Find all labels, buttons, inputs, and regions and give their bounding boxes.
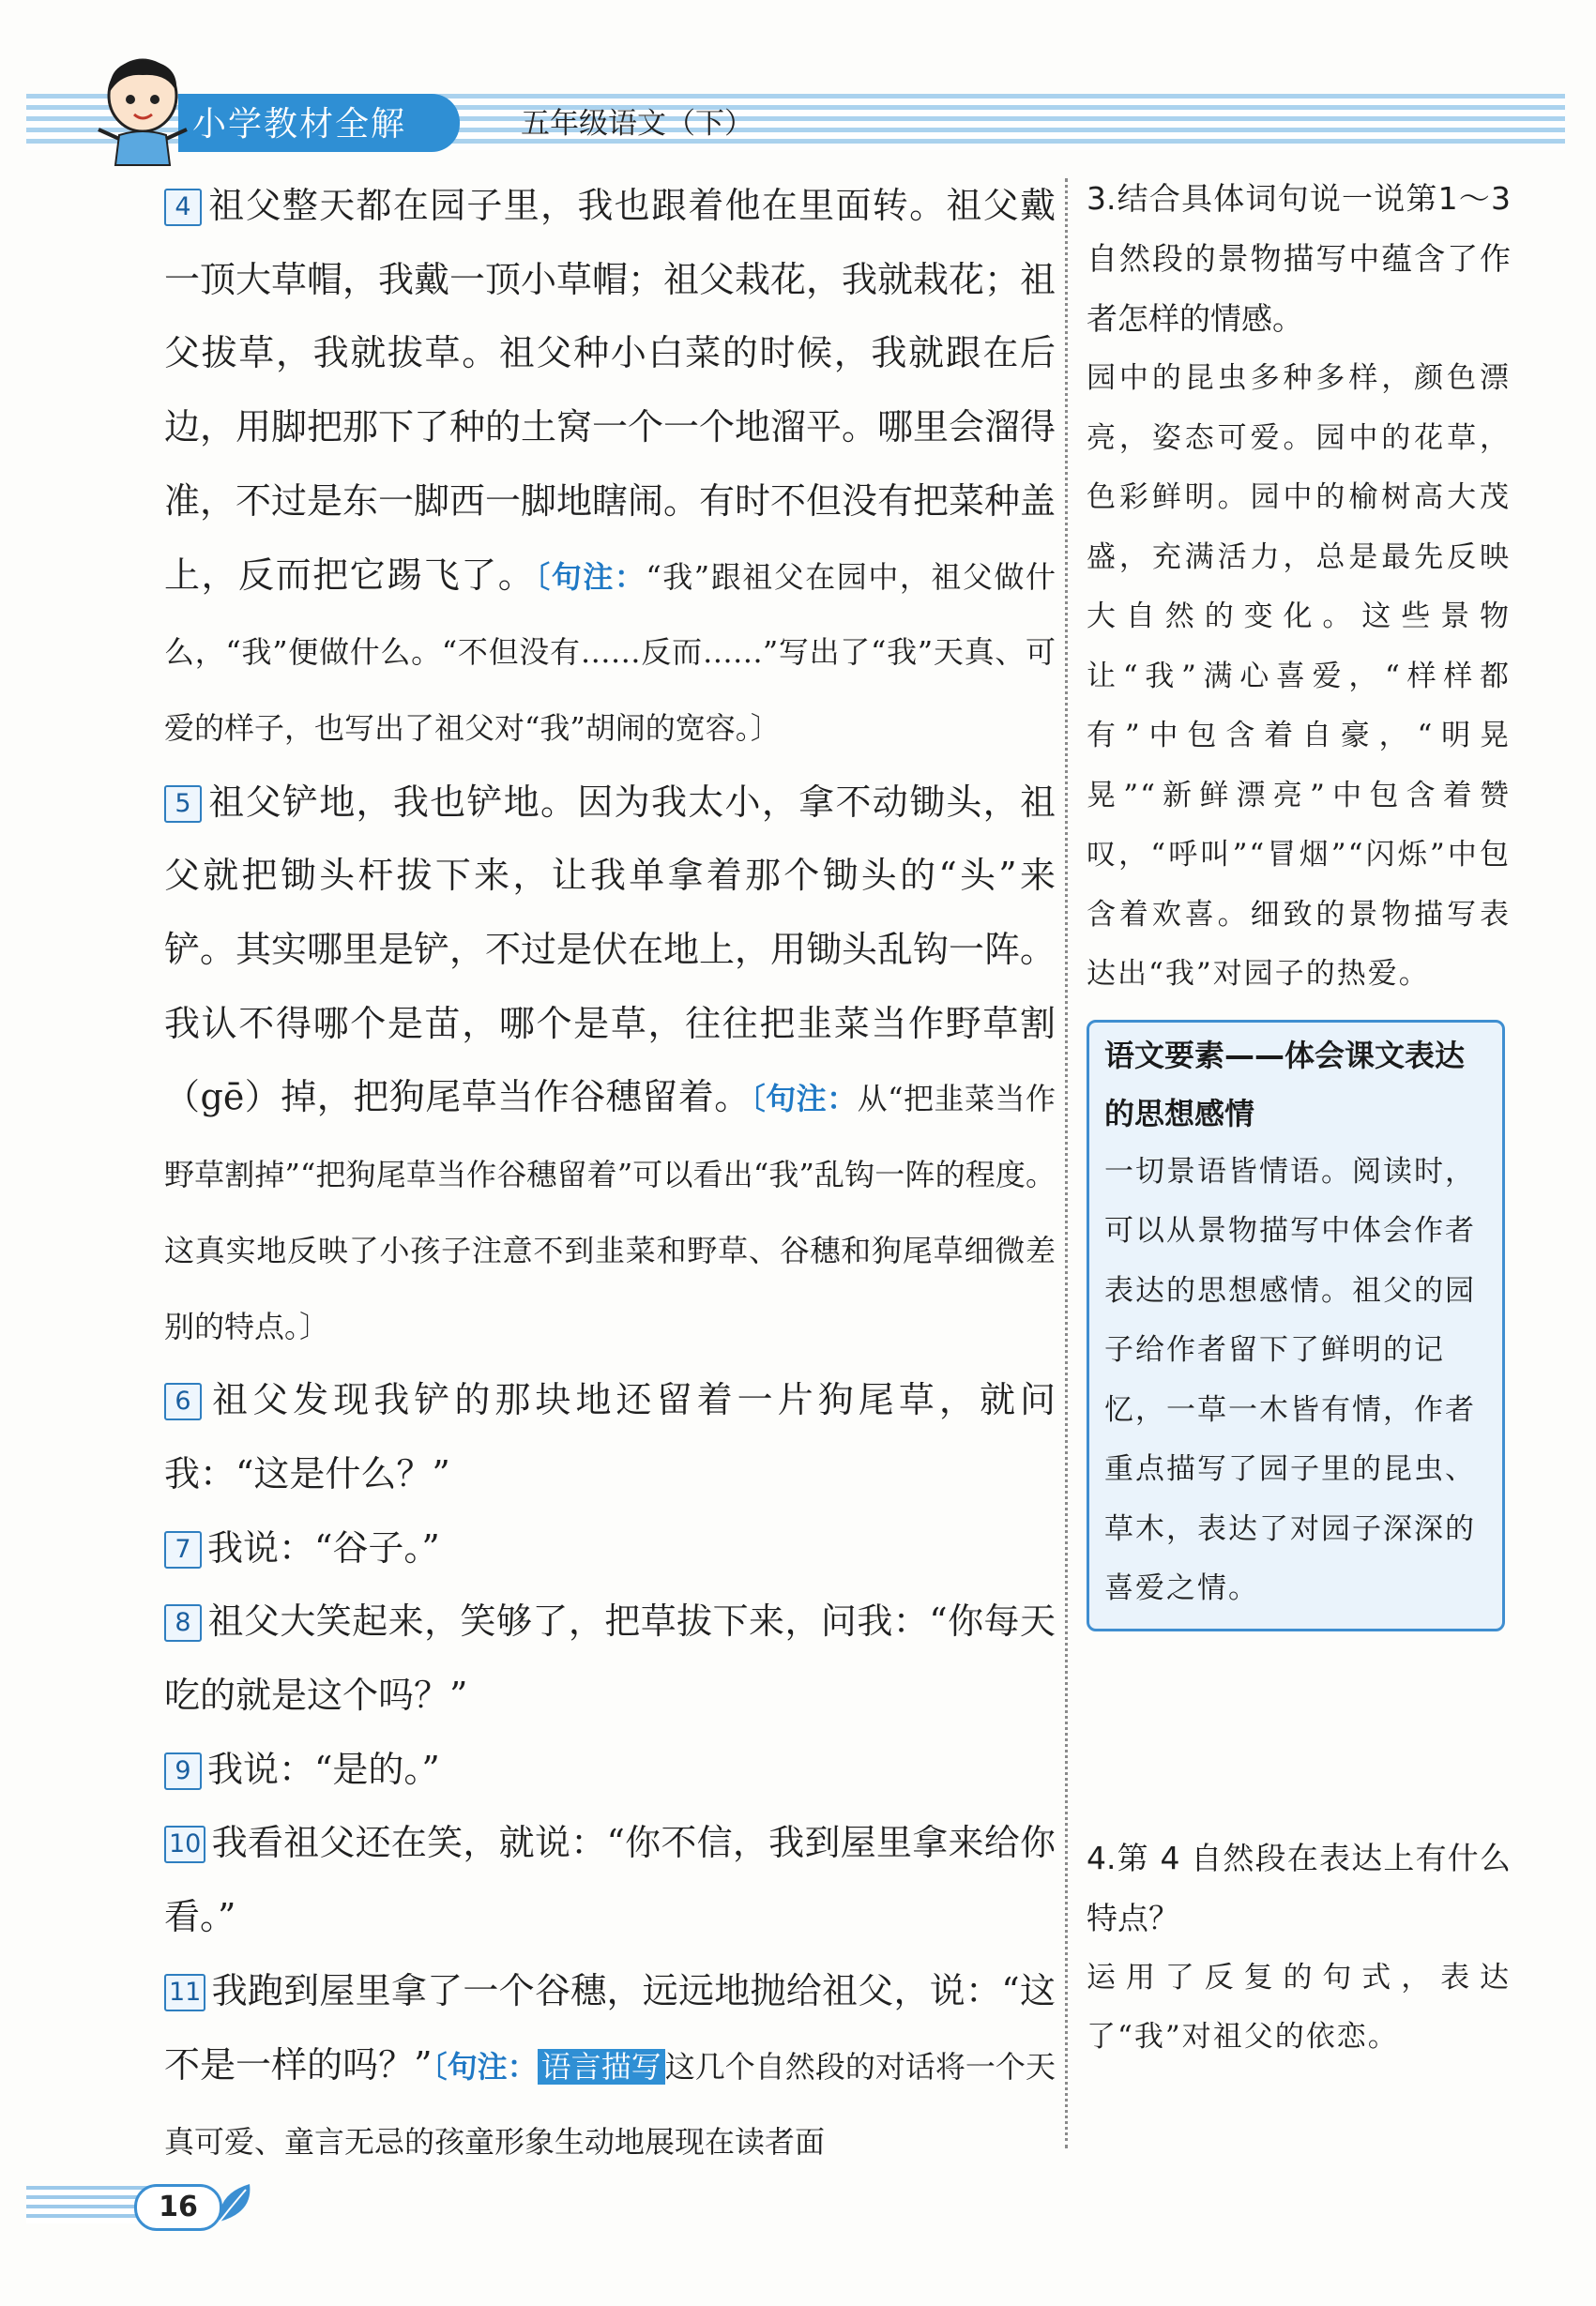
sentence-note-tag: 〔句注： — [432, 2048, 538, 2085]
paragraph-11 — [164, 1954, 1056, 2179]
paragraph-10 — [164, 1806, 1056, 1953]
grade-subject: 五年级语文（下） — [521, 107, 753, 141]
paragraph-number: 11 — [164, 1974, 205, 2011]
paragraph-text: 我说：“是的。” — [207, 1748, 440, 1790]
paragraph-number: 4 — [164, 189, 202, 226]
sentence-note-tag: 〔句注： — [535, 558, 646, 595]
paragraph-text: 我说：“谷子。” — [207, 1526, 440, 1569]
language-element-box — [1087, 1020, 1505, 1631]
paragraph-text: 祖父整天都在园子里，我也跟着他在里面转。祖父戴一顶大草帽，我戴一顶小草帽；祖父栽花，我就栽花；祖父拔草，我就拔草。祖父种小白菜的时候，我就跟在后边，用脚把那下了种的土窝一个一个地溜平。哪里会溜得准，不过是东一脚西一脚地瞎闹。有时不但没有把菜种盖上，反而把它踢飞了。 — [164, 185, 1056, 596]
question-4: 4.第 4 自然段在表达上有什么特点？ — [1087, 1839, 1511, 1936]
series-title: 小学教材全解 — [192, 105, 407, 144]
boy-mascot-icon — [89, 54, 197, 167]
paragraph-5 — [164, 766, 1056, 1364]
paragraph-number: 9 — [164, 1752, 202, 1790]
paragraph-7 — [164, 1511, 1056, 1585]
paragraph-number: 8 — [164, 1604, 202, 1642]
paragraph-text: 祖父大笑起来，笑够了，把草拔下来，问我：“你每天吃的就是这个吗？” — [164, 1601, 1056, 1717]
note-highlight-badge: 语言描写 — [538, 2049, 665, 2085]
paragraph-text: 我跑到屋里拿了一个谷穗，远远地抛给祖父，说：“这不是一样的吗？” — [164, 1969, 1056, 2086]
main-text-column — [164, 169, 1056, 2179]
paragraph-text: 祖父铲地，我也铲地。因为我太小，拿不动锄头，祖父就把锄头杆拔下来，让我单拿着那个锄头的“头”来铲。其实哪里是铲，不过是伏在地上，用锄头乱钩一阵。我认不得哪个是苗，哪个是草，往往把韭菜当作野草割（gē）掉，把狗尾草当作谷穗留着。 — [164, 781, 1056, 1118]
answer-3: 园中的昆虫多种多样，颜色漂亮，姿态可爱。园中的花草，色彩鲜明。园中的榆树高大茂盛，充满活力，总是最先反映大自然的变化。这些景物让“我”满心喜爱，“样样都有”中包含着自豪，“明晃晃”“新鲜漂亮”中包含着赞叹，“呼叫”“冒烟”“闪烁”中包含着欢喜。细致的景物描写表达出“我”对园子的热爱。 — [1087, 361, 1511, 991]
paragraph-4 — [164, 169, 1056, 766]
paragraph-text: 我看祖父还在笑，就说：“你不信，我到屋里拿来给你看。” — [164, 1822, 1056, 1938]
answer-4: 运用了反复的句式，表达了“我”对祖父的依恋。 — [1087, 1960, 1511, 2054]
page-number: 16 — [134, 2184, 222, 2231]
page-footer — [26, 2167, 308, 2233]
box-body: 一切景语皆情语。阅读时，可以从景物描写中体会作者表达的思想感情。祖父的园子给作者留下了鲜明的记忆，一草一木皆有情，作者重点描写了园子里的昆虫、草木，表达了对园子深深的喜爱之情。 — [1104, 1154, 1476, 1605]
paragraph-8 — [164, 1585, 1056, 1732]
paragraph-number: 10 — [164, 1826, 205, 1863]
paragraph-9 — [164, 1733, 1056, 1807]
sentence-note-tag: 〔句注： — [750, 1081, 858, 1117]
column-divider — [1065, 178, 1068, 2148]
sentence-note: “我”跟祖父在园中，祖父做什么，“我”便做什么。“不但没有……反而……”写出了“我”天真、可爱的样子，也写出了祖父对“我”胡闹的宽容。〕 — [164, 558, 1056, 746]
paragraph-number: 5 — [164, 785, 202, 823]
page-header — [0, 0, 1596, 178]
paragraph-number: 7 — [164, 1531, 202, 1569]
sentence-note: 从“把韭菜当作野草割掉”“把狗尾草当作谷穗留着”可以看出“我”乱钩一阵的程度。这真实地反映了小孩子注意不到韭菜和野草、谷穗和狗尾草细微差别的特点。〕 — [164, 1081, 1056, 1344]
paragraph-6 — [164, 1363, 1056, 1510]
leaf-icon — [214, 2180, 257, 2227]
sentence-note: 这几个自然段的对话将一个天真可爱、童言无忌的孩童形象生动地展现在读者面 — [164, 2048, 1056, 2161]
paragraph-text: 祖父发现我铲的那块地还留着一片狗尾草，就问我：“这是什么？” — [164, 1379, 1056, 1494]
box-title: 语文要素——体会课文表达的思想感情 — [1104, 1037, 1466, 1131]
question-3: 3.结合具体词句说一说第1～3自然段的景物描写中蕴含了作者怎样的情感。 — [1087, 180, 1511, 337]
paragraph-number: 6 — [164, 1383, 202, 1420]
side-notes-column — [1087, 169, 1511, 2068]
